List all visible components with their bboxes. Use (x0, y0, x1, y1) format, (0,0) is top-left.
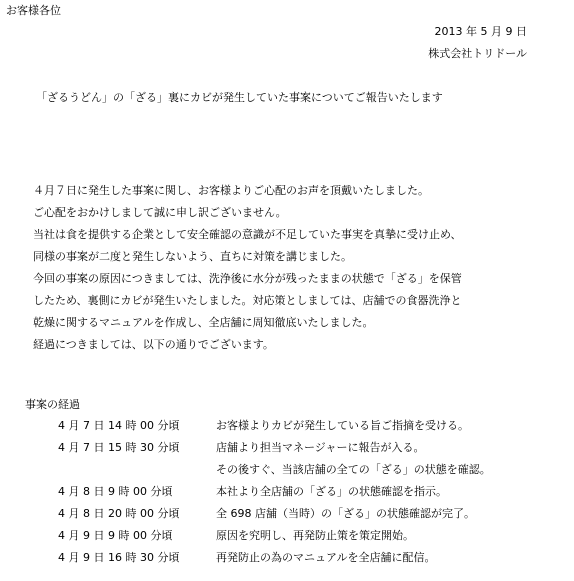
timeline-time: 4 月 7 日 15 時 30 分頃 (58, 441, 180, 454)
timeline-event: 本社より全店舗の「ざる」の状態確認を指示。 (216, 485, 447, 498)
timeline-time: 4 月 8 日 20 時 00 分頃 (58, 507, 180, 520)
document-date: 2013 年 5 月 9 日 (434, 25, 527, 38)
body-line: 今回の事案の原因につきましては、洗浄後に水分が残ったままの状態で「ざる」を保管 (33, 272, 462, 285)
body-line: 乾燥に関するマニュアルを作成し、全店舗に周知徹底いたしました。 (33, 316, 374, 329)
document-title: 「ざるうどん」の「ざる」裏にカビが発生していた事案についてご報告いたします (36, 91, 443, 104)
timeline-event: 再発防止の為のマニュアルを全店舗に配信。 (216, 551, 436, 564)
timeline-row (58, 481, 491, 503)
body-line: 同様の事案が二度と発生しないよう、直ちに対策を講じました。 (33, 250, 352, 263)
body-line: ご心配をおかけしまして誠に申し訳ございません。 (33, 206, 287, 219)
timeline-time: 4 月 7 日 14 時 00 分頃 (58, 419, 180, 432)
timeline-time: 4 月 8 日 9 時 00 分頃 (58, 485, 173, 498)
addressee: お客様各位 (6, 4, 61, 17)
timeline-event: 原因を究明し、再発防止策を策定開始。 (216, 529, 414, 542)
timeline-row (58, 437, 491, 459)
timeline-time: 4 月 9 日 9 時 00 分頃 (58, 529, 173, 542)
company-name: 株式会社トリドール (428, 47, 527, 60)
timeline-row (58, 503, 491, 525)
body-text (33, 180, 462, 356)
body-line: 経過につきましては、以下の通りでございます。 (33, 338, 274, 351)
timeline-event: 全 698 店舗（当時）の「ざる」の状態確認が完了。 (216, 507, 475, 520)
timeline-event: その後すぐ、当該店舗の全ての「ざる」の状態を確認。 (216, 463, 491, 476)
timeline-time: 4 月 9 日 16 時 30 分頃 (58, 551, 180, 564)
body-line: したため、裏側にカビが発生いたしました。対応策としましては、店舗での食器洗浄と (33, 294, 462, 307)
timeline-event: お客様よりカビが発生している旨ご指摘を受ける。 (216, 419, 469, 432)
timeline-table (58, 415, 491, 569)
timeline-row (58, 525, 491, 547)
timeline-row (58, 415, 491, 437)
timeline-time (58, 459, 216, 481)
body-line: 当社は食を提供する企業として安全確認の意識が不足していた事実を真摯に受け止め、 (33, 228, 462, 241)
body-line: ４月７日に発生した事案に関し、お客様よりご心配のお声を頂戴いたしました。 (33, 184, 429, 197)
timeline-row (58, 547, 491, 569)
timeline-row (58, 459, 491, 481)
timeline-event: 店舗より担当マネージャーに報告が入る。 (216, 441, 425, 454)
timeline-heading: 事案の経過 (25, 398, 80, 411)
